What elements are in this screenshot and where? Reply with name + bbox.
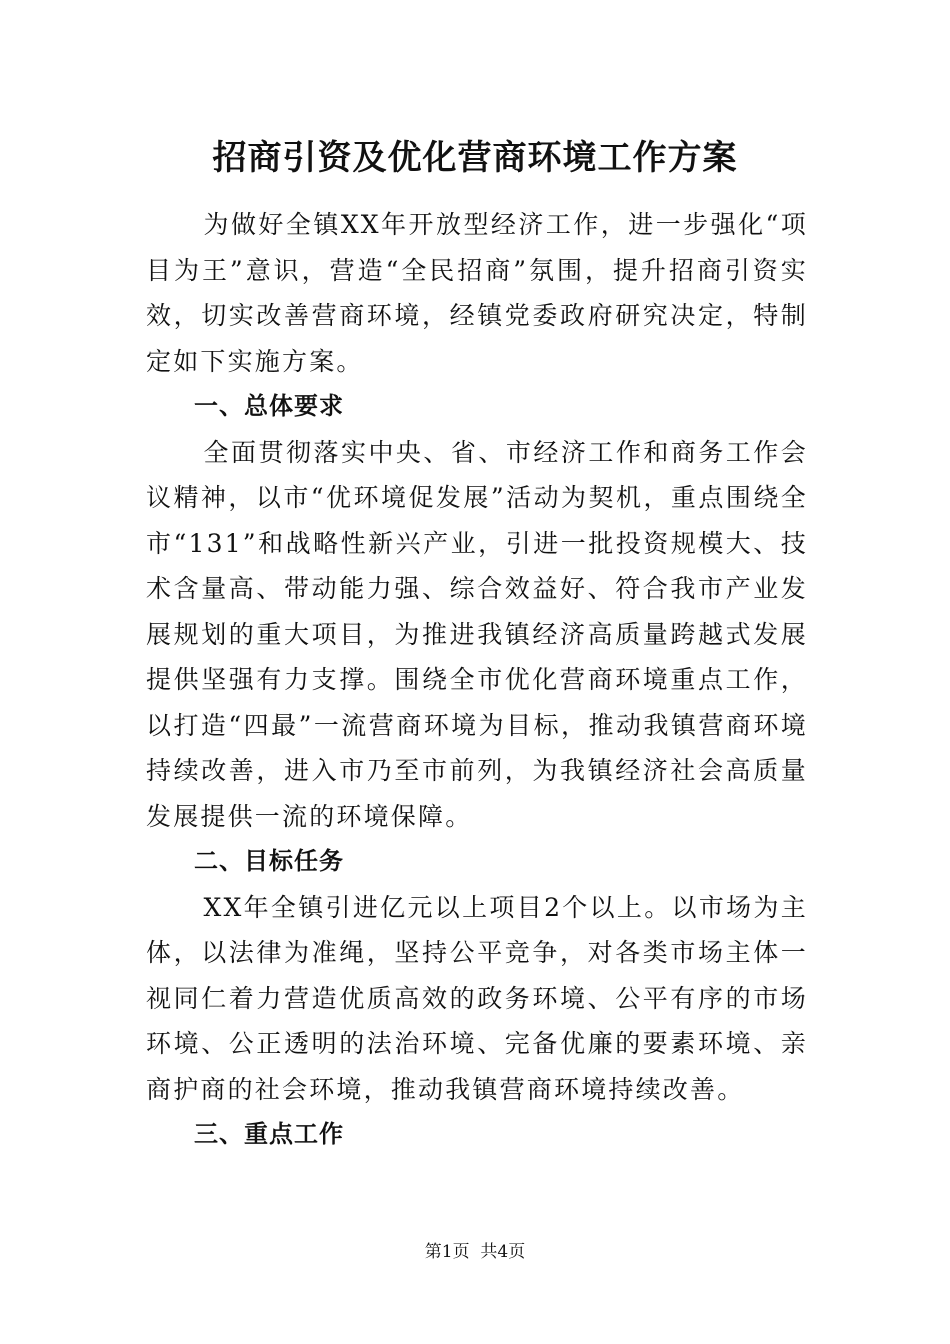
intro-paragraph: 为做好全镇XX年开放型经济工作，进一步强化“项目为王”意识，营造“全民招商”氛围，提升招商引资实效，切实改善营商环境，经镇党委政府研究决定，特制定如下实施方案。	[146, 210, 808, 376]
document-title: 招商引资及优化营商环境工作方案	[212, 138, 738, 178]
document-body	[146, 202, 808, 1158]
section-paragraph-general-requirements: 全面贯彻落实中央、省、市经济工作和商务工作会议精神，以市“优环境促发展”活动为契机，重点围绕全市“131”和战略性新兴产业，引进一批投资规模大、技术含量高、带动能力强、综合效益好、符合我市产业发展规划的重大项目，为推进我镇经济高质量跨越式发展提供坚强有力支撑。围绕全市优化营商环境重点工作，以打造“四最”一流营商环境为目标，推动我镇营商环境持续改善，进入市乃至市前列，为我镇经济社会高质量发展提供一流的环境保障。	[146, 437, 808, 831]
section-heading-targets: 二、目标任务	[194, 847, 344, 875]
section-paragraph-targets: XX年全镇引进亿元以上项目2个以上。以市场为主体，以法律为准绳，坚持公平竞争，对各类市场主体一视同仁着力营造优质高效的政务环境、公平有序的市场环境、公正透明的法治环境、完备优廉的要素环境、亲商护商的社会环境，推动我镇营商环境持续改善。	[146, 892, 808, 1104]
section-heading-general-requirements: 一、总体要求	[194, 392, 344, 420]
section-heading-key-work: 三、重点工作	[194, 1120, 344, 1148]
page-number: 第1页	[424, 1242, 470, 1262]
page-total: 共4页	[480, 1242, 526, 1262]
page-footer	[0, 1240, 950, 1264]
